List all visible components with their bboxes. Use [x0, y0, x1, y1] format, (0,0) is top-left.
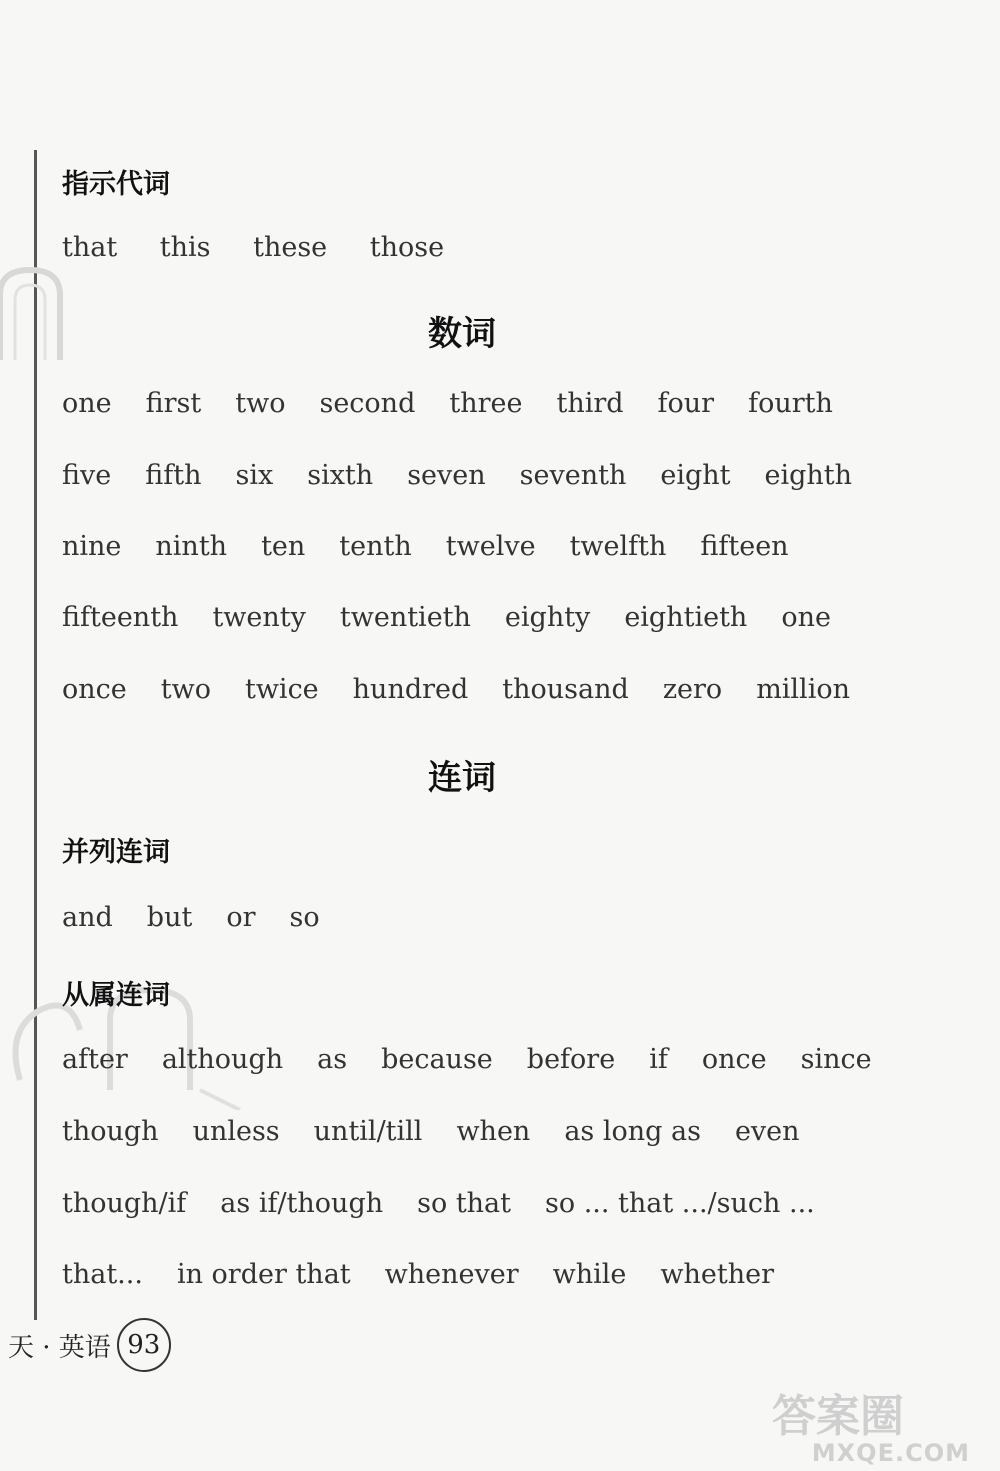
word: one [781, 602, 831, 633]
word: though/if [62, 1188, 187, 1219]
word: but [146, 902, 193, 933]
word: eightieth [624, 602, 748, 633]
word: if [649, 1044, 668, 1075]
demonstrative-words [62, 232, 960, 263]
word: fifteenth [62, 602, 179, 633]
word: after [62, 1044, 128, 1075]
word: thousand [502, 674, 629, 705]
word: sixth [307, 460, 374, 491]
word: until/till [313, 1116, 423, 1147]
word: as long as [564, 1116, 701, 1147]
word: even [734, 1116, 800, 1147]
page-number: 93 [117, 1318, 171, 1372]
word: and [62, 902, 113, 933]
brand-url: MXQE.COM [811, 1439, 970, 1467]
word: though [62, 1116, 159, 1147]
coordinating-heading: 并列连词 [62, 837, 170, 868]
demonstrative-heading: 指示代词 [62, 169, 170, 200]
word: second [319, 388, 416, 419]
word: ten [261, 531, 306, 562]
word: twelve [445, 531, 536, 562]
word: as [317, 1044, 348, 1075]
word: in order that [176, 1259, 351, 1290]
word: so that [417, 1188, 512, 1219]
numerals-row [62, 674, 960, 705]
word: nine [62, 531, 122, 562]
word: or [226, 902, 256, 933]
word: once [701, 1044, 767, 1075]
word: before [526, 1044, 616, 1075]
word: third [556, 388, 624, 419]
word: although [161, 1044, 284, 1075]
word: ninth [155, 531, 228, 562]
word: twentieth [339, 602, 471, 633]
word: zero [662, 674, 723, 705]
page-footer [8, 1318, 171, 1372]
subordinating-row [62, 1188, 960, 1219]
word: seven [407, 460, 486, 491]
word: eighth [764, 460, 853, 491]
word: so [289, 902, 320, 933]
footer-label: 天 · 英语 [8, 1332, 111, 1363]
word: hundred [352, 674, 469, 705]
subordinating-row [62, 1044, 960, 1075]
word: once [62, 674, 127, 705]
word: since [800, 1044, 872, 1075]
word: two [160, 674, 211, 705]
word: while [552, 1259, 627, 1290]
word: fifth [145, 460, 202, 491]
word: six [235, 460, 274, 491]
word: fifteen [700, 531, 789, 562]
word: eight [660, 460, 731, 491]
word: those [369, 232, 445, 263]
word: unless [192, 1116, 280, 1147]
word: tenth [339, 531, 412, 562]
numerals-row [62, 460, 960, 491]
subordinating-row [62, 1259, 960, 1290]
word: eighty [504, 602, 591, 633]
brand-name: 答案圈 [772, 1391, 904, 1442]
numerals-row [62, 602, 960, 633]
word: whenever [384, 1259, 519, 1290]
word: twelfth [569, 531, 667, 562]
word: two [235, 388, 286, 419]
word: that... [62, 1259, 143, 1290]
numerals-row [62, 531, 960, 562]
subordinating-row [62, 1116, 960, 1147]
word: first [145, 388, 202, 419]
numerals-row [62, 388, 960, 419]
coordinating-words [62, 902, 960, 933]
word: twice [244, 674, 319, 705]
word: fourth [748, 388, 833, 419]
word: four [657, 388, 715, 419]
word: five [62, 460, 112, 491]
numerals-title: 数词 [428, 314, 496, 354]
word: seventh [519, 460, 627, 491]
conjunctions-title: 连词 [428, 758, 496, 798]
word: three [449, 388, 523, 419]
word: one [62, 388, 112, 419]
word: so ... that .../such ... [545, 1188, 815, 1219]
word: that [62, 232, 118, 263]
word: this [159, 232, 211, 263]
subordinating-heading: 从属连词 [62, 980, 170, 1011]
word: because [381, 1044, 493, 1075]
word: these [253, 232, 328, 263]
word: twenty [212, 602, 306, 633]
word: whether [660, 1259, 775, 1290]
word: as if/though [220, 1188, 384, 1219]
word: million [756, 674, 850, 705]
word: when [456, 1116, 531, 1147]
